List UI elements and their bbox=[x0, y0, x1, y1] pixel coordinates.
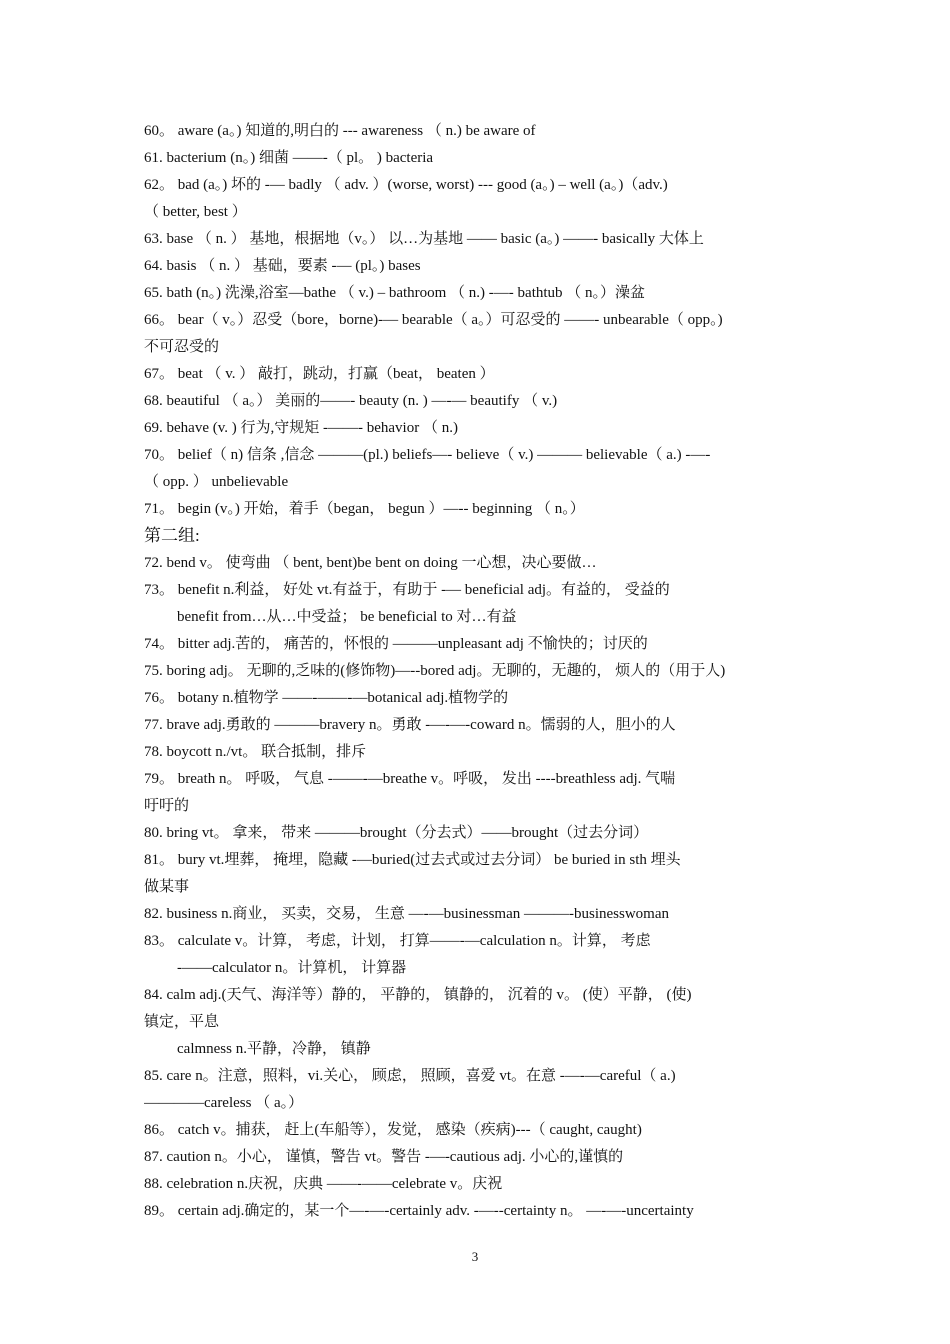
vocab-entry: 61. bacterium (n。) 细菌 ——-（ pl。 ) bacteria bbox=[144, 150, 434, 166]
vocab-entry: 83。 calculate v。计算， 考虑，计划， 打算——-—calculation n。计算， 考虑 bbox=[144, 933, 651, 949]
vocabulary-list bbox=[144, 118, 808, 1225]
vocab-entry: 66。 bear（ v。）忍受（bore，borne)-— bearable（ a。）可忍受的 ——- unbearable（ opp。) bbox=[144, 312, 723, 328]
entry-continuation: （ better, best ） bbox=[144, 204, 247, 220]
vocab-entry: 76。 botany n.植物学 ——-——-—botanical adj.植物学的 bbox=[144, 690, 509, 706]
entry-continuation-indented: calmness n.平静，冷静， 镇静 bbox=[177, 1041, 371, 1057]
vocab-entry: 80. bring vt。 拿来， 带来 ———brought（分去式）——brought（过去分词） bbox=[144, 825, 649, 841]
vocab-entry: 72. bend v。 使弯曲 （ bent, bent)be bent on doing 一心想，决心要做… bbox=[144, 555, 597, 571]
vocab-entry: 73。 benefit n.利益， 好处 vt.有益于，有助于 -— beneficial adj。有益的， 受益的 bbox=[144, 582, 670, 598]
vocab-entry: 71。 begin (v。) 开始，着手（began， begun ）—-- beginning （ n。） bbox=[144, 501, 585, 517]
entry-continuation-indented: benefit from…从…中受益； be beneficial to 对…有益 bbox=[177, 609, 517, 625]
vocab-entry: 79。 breath n。 呼吸， 气息 -——-—breathe v。呼吸， 发出 ----breathless adj. 气喘 bbox=[144, 771, 676, 787]
vocab-entry: 74。 bitter adj.苦的， 痛苦的，怀恨的 ———unpleasant adj 不愉快的；讨厌的 bbox=[144, 636, 648, 652]
entry-continuation: 做某事 bbox=[144, 879, 190, 895]
vocab-entry: 78. boycott n./vt。 联合抵制，排斥 bbox=[144, 744, 367, 760]
entry-continuation: （ opp. ） unbelievable bbox=[144, 474, 289, 490]
page-number: 3 bbox=[471, 1249, 479, 1264]
entry-continuation: 镇定，平息 bbox=[144, 1014, 220, 1030]
vocab-entry: 89。 certain adj.确定的，某一个—-—-certainly adv. -—--certainty n。 —-—-uncertainty bbox=[144, 1203, 694, 1219]
vocab-entry: 86。 catch v。捕获， 赶上(车船等），发觉， 感染（疾病)---（ caught, caught) bbox=[144, 1122, 642, 1138]
vocab-entry: 67。 beat （ v. ） 敲打，跳动，打赢（beat， beaten ） bbox=[144, 366, 495, 382]
entry-continuation: ————careless （ a。） bbox=[144, 1095, 304, 1111]
vocab-entry: 75. boring adj。 无聊的,乏味的(修饰物)—--bored adj。无聊的，无趣的， 烦人的（用于人) bbox=[144, 663, 726, 679]
entry-continuation: 吁吁的 bbox=[144, 798, 190, 814]
entry-continuation-indented: -——calculator n。计算机， 计算器 bbox=[177, 960, 407, 976]
vocab-entry: 82. business n.商业， 买卖，交易， 生意 —-—businessman ———-businesswoman bbox=[144, 906, 669, 922]
vocab-entry: 62。 bad (a。) 坏的 -— badly （ adv. ）(worse, worst) --- good (a。) – well (a。)（adv.) bbox=[144, 177, 668, 193]
vocab-entry: 64. basis （ n. ） 基础，要素 -— (pl。) bases bbox=[144, 258, 421, 274]
vocab-entry: 68. beautiful （ a。） 美丽的——- beauty (n. ) —-— beautify （ v.) bbox=[144, 393, 558, 409]
vocab-entry: 65. bath (n。) 洗澡,浴室—bathe （ v.) – bathroom （ n.) -—- bathtub （ n。）澡盆 bbox=[144, 285, 646, 301]
vocab-entry: 63. base （ n. ） 基地，根据地（v。） 以…为基地 —— basic (a。) ——- basically 大体上 bbox=[144, 231, 704, 247]
vocab-entry: 87. caution n。小心， 谨慎，警告 vt。警告 -—-cautious adj. 小心的,谨慎的 bbox=[144, 1149, 624, 1165]
vocab-entry: 69. behave (v. ) 行为,守规矩 -——- behavior （ n.) bbox=[144, 420, 458, 436]
vocab-entry: 88. celebration n.庆祝，庆典 ——-——celebrate v。庆祝 bbox=[144, 1176, 503, 1192]
entry-continuation: 不可忍受的 bbox=[144, 339, 220, 355]
section-heading: 第二组: bbox=[144, 526, 200, 545]
vocab-entry: 60。 aware (a。) 知道的,明白的 --- awareness （ n.) be aware of bbox=[144, 123, 536, 139]
vocab-entry: 84. calm adj.(天气、海洋等）静的， 平静的， 镇静的， 沉着的 v。 (使）平静， (使) bbox=[144, 987, 692, 1003]
vocab-entry: 70。 belief（ n) 信条 ,信念 ———(pl.) beliefs—- believe（ v.) ——— believable（ a.) -—- bbox=[144, 447, 711, 463]
vocab-entry: 81。 bury vt.埋葬， 掩埋，隐藏 -—buried(过去式或过去分词） be buried in sth 埋头 bbox=[144, 852, 681, 868]
vocab-entry: 77. brave adj.勇敢的 ———bravery n。勇敢 -—-—-coward n。懦弱的人，胆小的人 bbox=[144, 717, 676, 733]
vocab-entry: 85. care n。注意，照料，vi.关心， 顾虑， 照顾，喜爱 vt。在意 -—-—careful（ a.) bbox=[144, 1068, 676, 1084]
